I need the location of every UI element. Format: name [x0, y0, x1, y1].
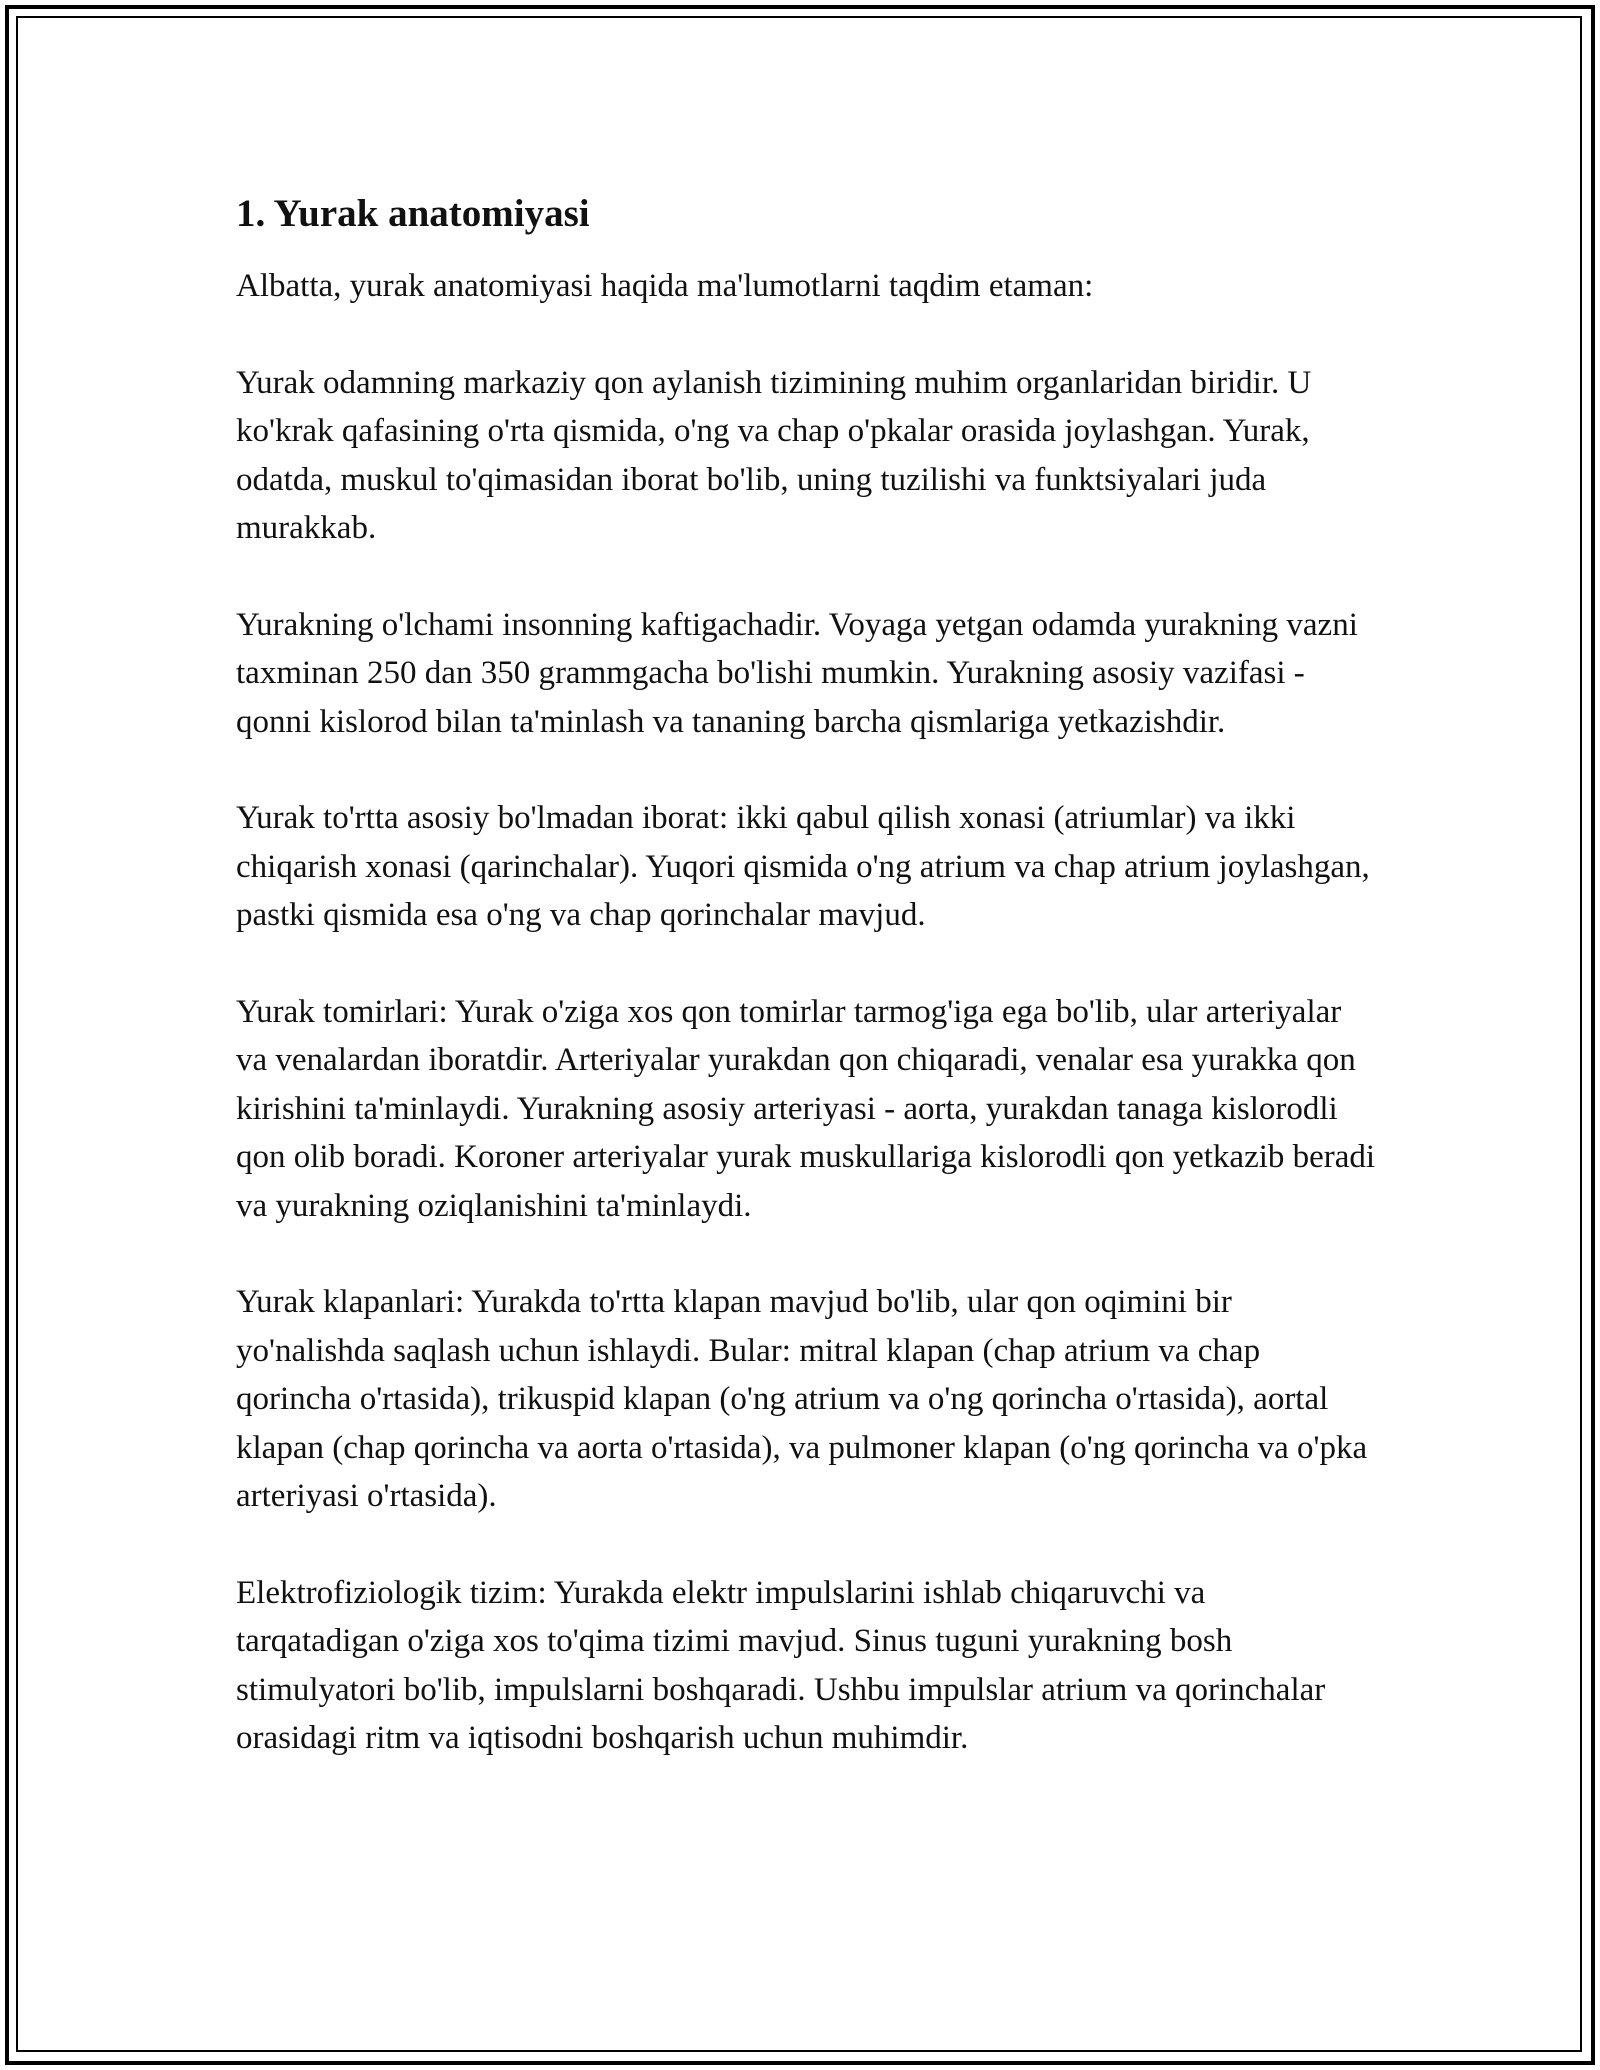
paragraph-chambers: Yurak to'rtta asosiy bo'lmadan iborat: ikki qabul qilish xonasi (atriumlar) va ikki chiqarish xonasi (qarinchalar). Yuqori qismida o'ng atrium va chap atrium joylashgan, pastki qismida esa o'ng va chap qorinchalar mavjud.: [236, 800, 1370, 933]
section-heading: 1. Yurak anatomiyasi: [236, 192, 590, 235]
paragraph-valves: Yurak klapanlari: Yurakda to'rtta klapan mavjud bo'lib, ular qon oqimini bir yo'nalishda saqlash uchun ishlaydi. Bular: mitral klapan (chap atrium va chap qorincha o'rtasida), trikuspid klapan (o'ng atrium va o'ng qorincha o'rtasida), aortal klapan (chap qorincha va aorta o'rtasida), va pulmoner klapan (o'ng qorincha va o'pka arteriyasi o'rtasida).: [236, 1284, 1368, 1514]
paragraph-general: Yurak odamning markaziy qon aylanish tizimining muhim organlaridan biridir. U ko'krak qafasining o'rta qismida, o'ng va chap o'pkalar orasida joylashgan. Yurak, odatda, muskul to'qimasidan iborat bo'lib, uning tuzilishi va funktsiyalari juda murakkab.: [236, 364, 1312, 546]
paragraph-intro: Albatta, yurak anatomiyasi haqida ma'lumotlarni taqdim etaman:: [236, 268, 1094, 304]
document-body: [236, 188, 1376, 1811]
paragraph-electrophysiology: Elektrofiziologik tizim: Yurakda elektr impulslarini ishlab chiqaruvchi va tarqatadigan o'ziga xos to'qima tizimi mavjud. Sinus tuguni yurakning bosh stimulyatori bo'lib, impulslarni boshqaradi. Ushbu impulslar atrium va qorinchalar orasidagi ritm va iqtisodni boshqarish uchun muhimdir.: [236, 1574, 1326, 1756]
paragraph-size: Yurakning o'lchami insonning kaftigachadir. Voyaga yetgan odamda yurakning vazni taxminan 250 dan 350 grammgacha bo'lishi mumkin. Yurakning asosiy vazifasi - qonni kislorod bilan ta'minlash va tananing barcha qismlariga yetkazishdir.: [236, 606, 1358, 740]
paragraph-vessels: Yurak tomirlari: Yurak o'ziga xos qon tomirlar tarmog'iga ega bo'lib, ular arteriyalar va venalardan iboratdir. Arteriyalar yurakdan qon chiqaradi, venalar esa yurakka qon kirishini ta'minlaydi. Yurakning asosiy arteriyasi - aorta, yurakdan tanaga kislorodli qon olib boradi. Koroner arteriyalar yurak muskullariga kislorodli qon yetkazib beradi va yurakning oziqlanishini ta'minlaydi.: [236, 993, 1376, 1224]
